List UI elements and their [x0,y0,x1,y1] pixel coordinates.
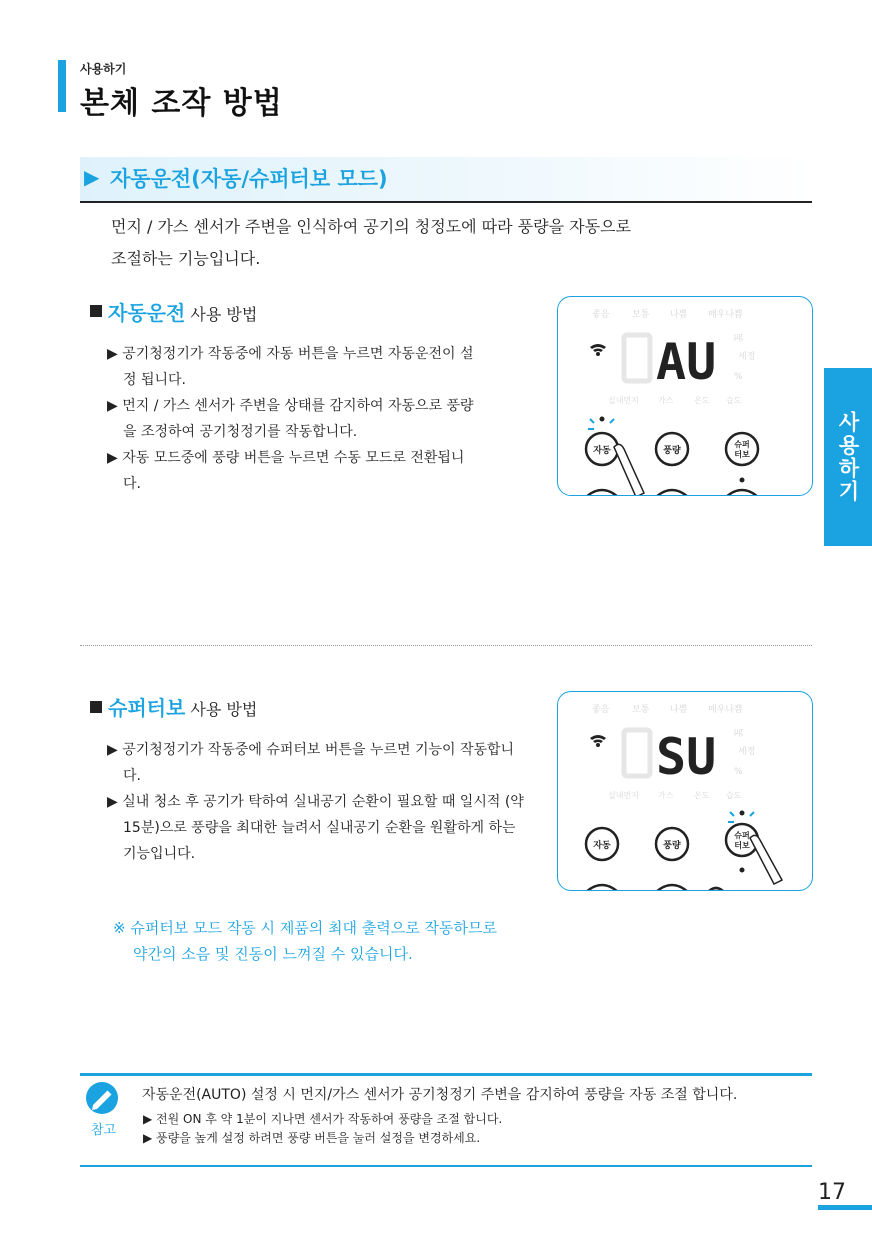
digit-ghost [624,730,650,776]
dotted-divider [80,645,812,646]
turbo-note [113,915,533,967]
turbo-heading-suffix: 사용 방법 [190,700,258,719]
pencil-note-icon [84,1080,124,1120]
page-title: 본체 조작 방법 [80,86,283,121]
digit-ghost [624,335,650,381]
section-intro [111,211,751,275]
reference-label: 참고 [91,1123,117,1138]
intro-line-1: 먼지 / 가스 센서가 주변을 인식하여 공기의 청정도에 따라 풍량을 자동으로 [111,217,631,236]
control-panel-auto [557,296,813,496]
level-normal: 보통 [632,310,650,320]
level-bad: 나쁨 [670,310,688,320]
turbo-bullets [107,737,527,867]
pointing-finger-icon [750,835,782,884]
intro-line-2: 조절하는 기능입니다. [111,249,261,268]
turbo-heading-title: 슈퍼터보 [108,696,186,720]
clean-label: 세정 [738,352,756,362]
page-number: 17 [818,1180,846,1205]
turbo-bullet-2: ▶ 실내 청소 후 공기가 탁하여 실내공기 순환이 필요할 때 일시적 (약 15분)으로 풍량을 최대한 늘려서 실내공기 순환을 원활하게 하는 기능입니다. [107,794,524,862]
display-readout: AU [656,333,717,391]
square-bullet-icon [90,701,102,713]
turbo-button-label-2: 터보 [734,841,750,850]
pointing-finger-icon [614,444,644,495]
turbo-note-line-1: ※ 슈퍼터보 모드 작동 시 제품의 최대 출력으로 작동하므로 [113,919,497,937]
turbo-bullet-1: ▶ 공기청정기가 작동중에 슈퍼터보 버튼을 누르면 기능이 작동합니다. [107,742,515,784]
unit-label: ㎍ [734,727,744,737]
auto-bullet-3: ▶ 자동 모드중에 풍량 버튼을 누르면 수동 모드로 전환됩니다. [107,450,465,492]
side-tab-label: 사용하기 [836,411,860,503]
sensor-dust: 실내먼지 [608,791,639,800]
auto-bullet-2: ▶ 먼지 / 가스 센서가 주변을 상태를 감지하여 자동으로 풍량을 조정하여 공기청정기를 작동합니다. [107,398,474,440]
level-bad: 나쁨 [670,705,688,715]
reference-line-1: ▶ 전원 ON 후 약 1분이 지나면 센서가 작동하여 풍량을 조절 합니다. [143,1112,503,1126]
display-readout: SU [656,728,717,786]
wifi-icon [590,344,606,356]
reference-top-rule [80,1073,812,1076]
level-normal: 보통 [632,705,650,715]
auto-heading-suffix: 사용 방법 [190,305,258,324]
reference-bottom-rule [80,1165,812,1167]
control-panel-auto-illustration [558,297,812,495]
turbo-button-label-2: 터보 [734,450,750,459]
clean-label: 세정 [738,747,756,757]
page-number-bar [818,1205,872,1210]
header-category: 사용하기 [80,62,127,76]
sensor-gas: 가스 [658,396,674,405]
sensor-humid: 습도 [726,396,742,405]
level-good: 좋음 [592,310,610,320]
sensor-dust: 실내먼지 [608,396,639,405]
auto-button-label: 자동 [593,446,611,456]
auto-heading [108,297,257,326]
turbo-heading [108,692,257,721]
control-panel-turbo-illustration [558,692,812,890]
level-very-bad: 매우나쁨 [708,705,743,715]
wifi-icon [590,735,606,747]
control-panel-turbo [557,691,813,891]
sensor-temp: 온도 [694,396,710,405]
section-title: 자동운전(자동/슈퍼터보 모드) [110,167,388,191]
auto-heading-title: 자동운전 [108,301,186,325]
section-divider [80,201,812,203]
level-good: 좋음 [592,705,610,715]
reference-line-2: ▶ 풍량을 높게 설정 하려면 풍량 버튼을 눌러 설정을 변경하세요. [143,1131,481,1145]
percent-label: % [734,767,743,777]
auto-bullets [107,341,477,497]
sensor-gas: 가스 [658,791,674,800]
percent-label: % [734,372,743,382]
reference-lines [143,1110,502,1148]
turbo-button-icon [726,433,758,465]
sensor-humid: 습도 [726,791,742,800]
side-tab [824,368,872,546]
level-very-bad: 매우나쁨 [708,310,743,320]
turbo-button-label-1: 슈퍼 [734,831,750,840]
reference-main-text: 자동운전(AUTO) 설정 시 먼지/가스 센서가 공기청정기 주변을 감지하여 풍량을 자동 조절 합니다. [142,1087,738,1103]
fan-button-label: 풍량 [663,446,681,456]
turbo-note-line-2: 약간의 소음 및 진동이 느껴질 수 있습니다. [133,945,413,963]
auto-bullet-1: ▶ 공기청정기가 작동중에 자동 버튼을 누르면 자동운전이 설정 됩니다. [107,346,474,388]
square-bullet-icon [90,305,102,317]
turbo-button-label-1: 슈퍼 [734,440,750,449]
sensor-temp: 온도 [694,791,710,800]
section-arrow-icon: ▶ [84,165,100,189]
auto-button-label: 자동 [593,841,611,851]
fan-button-label: 풍량 [663,841,681,851]
header-accent-bar [58,60,66,112]
unit-label: ㎍ [734,332,744,342]
